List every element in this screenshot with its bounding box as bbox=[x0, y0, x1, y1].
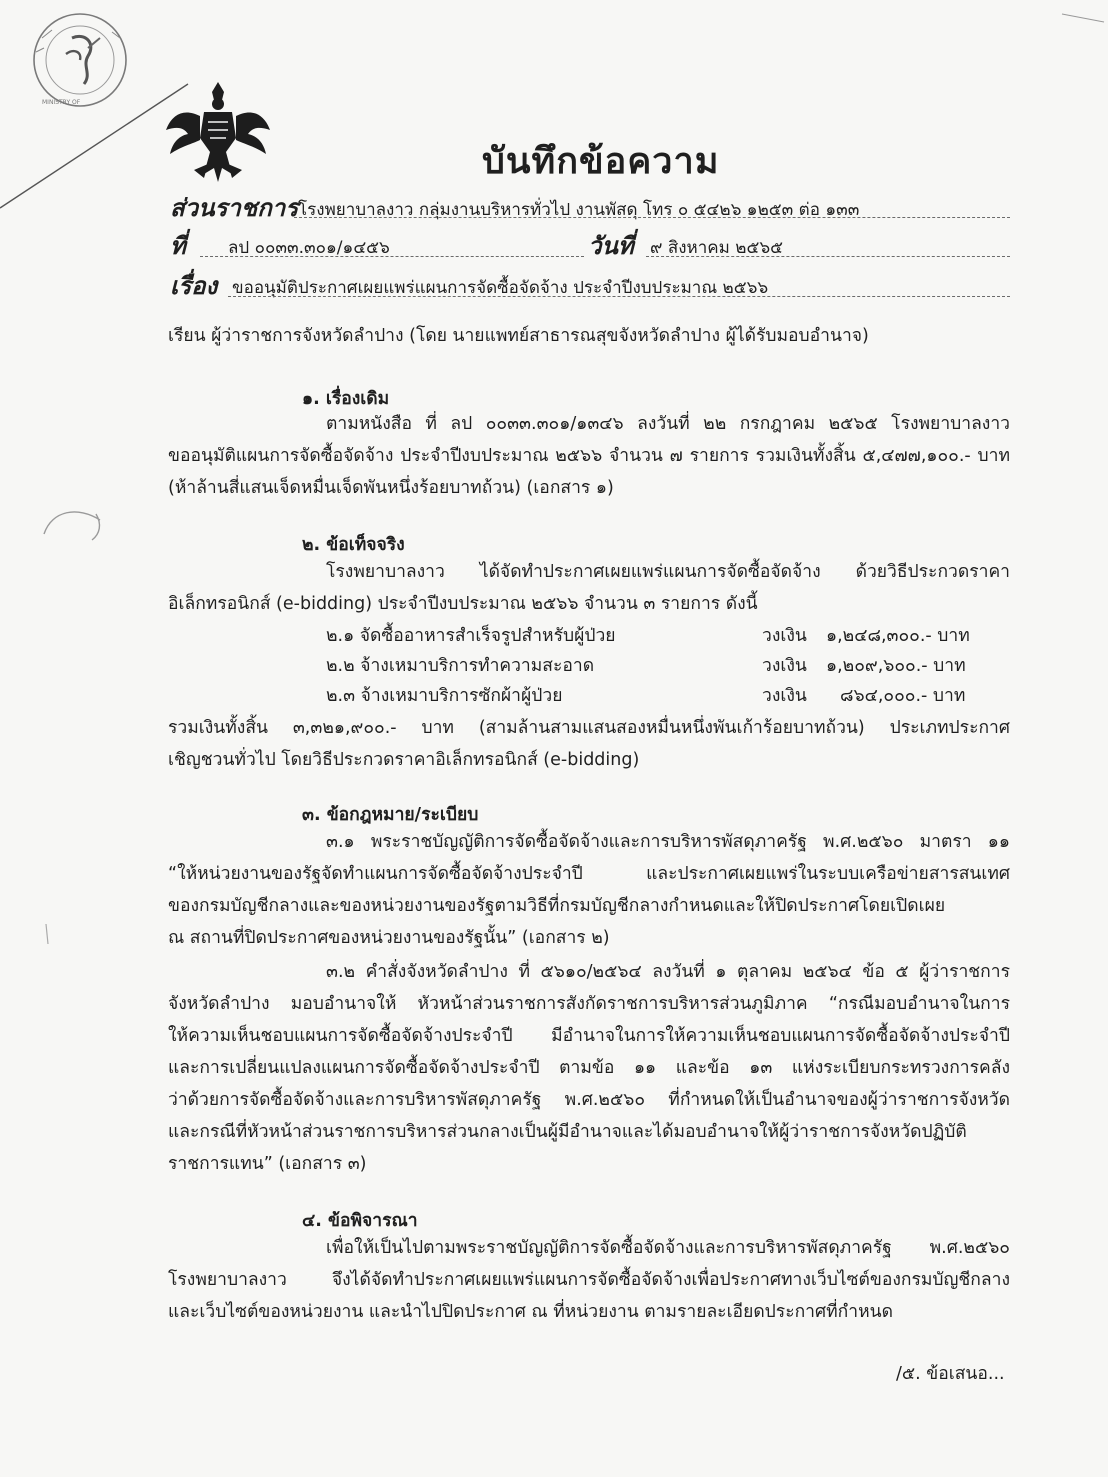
section3-line: ราชการแทน” (เอกสาร ๓) bbox=[168, 1154, 367, 1174]
section3-heading: ๓. ข้อกฎหมาย/ระเบียบ bbox=[302, 805, 479, 825]
ref-underline bbox=[200, 256, 584, 257]
item-label: ๒.๓ จ้างเหมาบริการซักผ้าผู้ป่วย bbox=[326, 686, 563, 706]
subject-value: ขออนุมัติประกาศเผยแพร่แผนการจัดซื้อจัดจ้าง ประจำปีงบประมาณ ๒๕๖๖ bbox=[232, 278, 769, 298]
date-value: ๙ สิงหาคม ๒๕๖๕ bbox=[650, 238, 783, 258]
salutation: เรียน ผู้ว่าราชการจังหวัดลำปาง (โดย นายแพทย์สาธารณสุขจังหวัดลำปาง ผู้ได้รับมอบอำนาจ) bbox=[168, 326, 869, 346]
continuation-note: /๕. ข้อเสนอ... bbox=[896, 1364, 1005, 1384]
date-label: วันที่ bbox=[588, 232, 634, 260]
pencil-mark bbox=[34, 500, 114, 550]
date-underline bbox=[646, 256, 1010, 257]
item-budget-label: วงเงิน bbox=[762, 686, 807, 706]
section4-line: และเว็บไซต์ของหน่วยงาน และนำไปปิดประกาศ ณ ที่หน่วยงาน ตามรายละเอียดประกาศที่กำหนด bbox=[168, 1302, 893, 1322]
memo-title: บันทึกข้อความ bbox=[482, 141, 720, 182]
svg-text:MINISTRY OF: MINISTRY OF bbox=[42, 99, 81, 106]
section4-line: โรงพยาบาลงาว จึงได้จัดทำประกาศเผยแพร่แผนการจัดซื้อจัดจ้างเพื่อประกาศทางเว็บไซต์ของกรมบัญชีกลาง bbox=[168, 1270, 1010, 1290]
scan-artifact-mark bbox=[1060, 8, 1108, 28]
agency-underline bbox=[294, 217, 1010, 218]
subject-underline bbox=[228, 296, 1010, 297]
section2-line: โรงพยาบาลงาว ได้จัดทำประกาศเผยแพร่แผนการจัดซื้อจัดจ้าง ด้วยวิธีประกวดราคา bbox=[326, 562, 1010, 582]
ref-value: ลป ๐๐๓๓.๓๐๑/๑๔๕๖ bbox=[228, 238, 390, 258]
section3-line: “ให้หน่วยงานของรัฐจัดทำแผนการจัดซื้อจัดจ้างประจำปี และประกาศเผยแพร่ในระบบเครือข่ายสารสนเทศ bbox=[168, 864, 1010, 884]
section3-line: จังหวัดลำปาง มอบอำนาจให้ หัวหน้าส่วนราชการสังกัดราชการบริหารส่วนภูมิภาค “กรณีมอบอำนาจในการ bbox=[168, 994, 1010, 1014]
section2-heading: ๒. ข้อเท็จจริง bbox=[302, 535, 405, 555]
garuda-emblem-icon bbox=[164, 78, 272, 188]
item-label: ๒.๑ จัดซื้ออาหารสำเร็จรูปสำหรับผู้ป่วย bbox=[326, 626, 616, 646]
item-label: ๒.๒ จ้างเหมาบริการทำความสะอาด bbox=[326, 656, 595, 676]
section2-line: อิเล็กทรอนิกส์ (e-bidding) ประจำปีงบประมาณ ๒๕๖๖ จำนวน ๓ รายการ ดังนี้ bbox=[168, 594, 758, 614]
section1-line: ขออนุมัติแผนการจัดซื้อจัดจ้าง ประจำปีงบประมาณ ๒๕๖๖ จำนวน ๗ รายการ รวมเงินทั้งสิ้น ๕,๔๗๗,๑๐๐.- บาท bbox=[168, 446, 1010, 466]
section3-line: ให้ความเห็นชอบแผนการจัดซื้อจัดจ้างประจำปี มีอำนาจในการให้ความเห็นชอบแผนการจัดซื้อจัดจ้างประจำปี bbox=[168, 1026, 1010, 1046]
ref-label: ที่ bbox=[170, 232, 186, 260]
section3-line: ๓.๒ คำสั่งจังหวัดลำปาง ที่ ๕๖๑๐/๒๕๖๔ ลงวันที่ ๑ ตุลาคม ๒๕๖๔ ข้อ ๕ ผู้ว่าราชการ bbox=[326, 962, 1010, 982]
scan-artifact-mark bbox=[40, 920, 54, 950]
section1-line: (ห้าล้านสี่แสนเจ็ดหมื่นเจ็ดพันหนึ่งร้อยบาทถ้วน) (เอกสาร ๑) bbox=[168, 478, 614, 498]
section3-line: และกรณีที่หัวหน้าส่วนราชการบริหารส่วนกลางเป็นผู้มีอำนาจและได้มอบอำนาจให้ผู้ว่าราชการจังหวัดปฏิบัติ bbox=[168, 1122, 967, 1142]
item-amount: ๘๖๔,๐๐๐.- บาท bbox=[840, 686, 966, 706]
section1-line: ตามหนังสือ ที่ ลป ๐๐๓๓.๓๐๑/๑๓๔๖ ลงวันที่ ๒๒ กรกฎาคม ๒๕๖๕ โรงพยาบาลงาว bbox=[326, 414, 1010, 434]
section2-total: เชิญชวนทั่วไป โดยวิธีประกวดราคาอิเล็กทรอนิกส์ (e-bidding) bbox=[168, 750, 640, 770]
agency-value: โรงพยาบาลงาว กลุ่มงานบริหารทั่วไป งานพัสดุ โทร ๐ ๕๔๒๖ ๑๒๕๓ ต่อ ๑๓๓ bbox=[298, 200, 860, 220]
section4-heading: ๔. ข้อพิจารณา bbox=[302, 1211, 418, 1231]
item-budget-label: วงเงิน bbox=[762, 626, 807, 646]
ministry-seal-icon bbox=[22, 8, 140, 118]
section3-line: ๓.๑ พระราชบัญญัติการจัดซื้อจัดจ้างและการบริหารพัสดุภาครัฐ พ.ศ.๒๕๖๐ มาตรา ๑๑ bbox=[326, 832, 1010, 852]
item-amount: ๑,๒๐๙,๖๐๐.- บาท bbox=[826, 656, 966, 676]
subject-label: เรื่อง bbox=[170, 272, 218, 300]
agency-label: ส่วนราชการ bbox=[170, 194, 299, 222]
section2-total: รวมเงินทั้งสิ้น ๓,๓๒๑,๙๐๐.- บาท (สามล้านสามแสนสองหมื่นหนึ่งพันเก้าร้อยบาทถ้วน) ประเภทประกาศ bbox=[168, 718, 1010, 738]
section3-line: ณ สถานที่ปิดประกาศของหน่วยงานของรัฐนั้น” (เอกสาร ๒) bbox=[168, 928, 610, 948]
item-budget-label: วงเงิน bbox=[762, 656, 807, 676]
section3-line: และการเปลี่ยนแปลงแผนการจัดซื้อจัดจ้างประจำปี ตามข้อ ๑๑ และข้อ ๑๓ แห่งระเบียบกระทรวงการคลัง bbox=[168, 1058, 1010, 1078]
section3-line: ว่าด้วยการจัดซื้อจัดจ้างและการบริหารพัสดุภาครัฐ พ.ศ.๒๕๖๐ ที่กำหนดให้เป็นอำนาจของผู้ว่าราชการจังหวัด bbox=[168, 1090, 1010, 1110]
item-amount: ๑,๒๔๘,๓๐๐.- บาท bbox=[826, 626, 970, 646]
section3-line: ของกรมบัญชีกลางและของหน่วยงานของรัฐตามวิธีที่กรมบัญชีกลางกำหนดและให้ปิดประกาศโดยเปิดเผย bbox=[168, 896, 946, 916]
section1-heading: ๑. เรื่องเดิม bbox=[302, 389, 390, 409]
section4-line: เพื่อให้เป็นไปตามพระราชบัญญัติการจัดซื้อจัดจ้างและการบริหารพัสดุภาครัฐ พ.ศ.๒๕๖๐ bbox=[326, 1238, 1010, 1258]
